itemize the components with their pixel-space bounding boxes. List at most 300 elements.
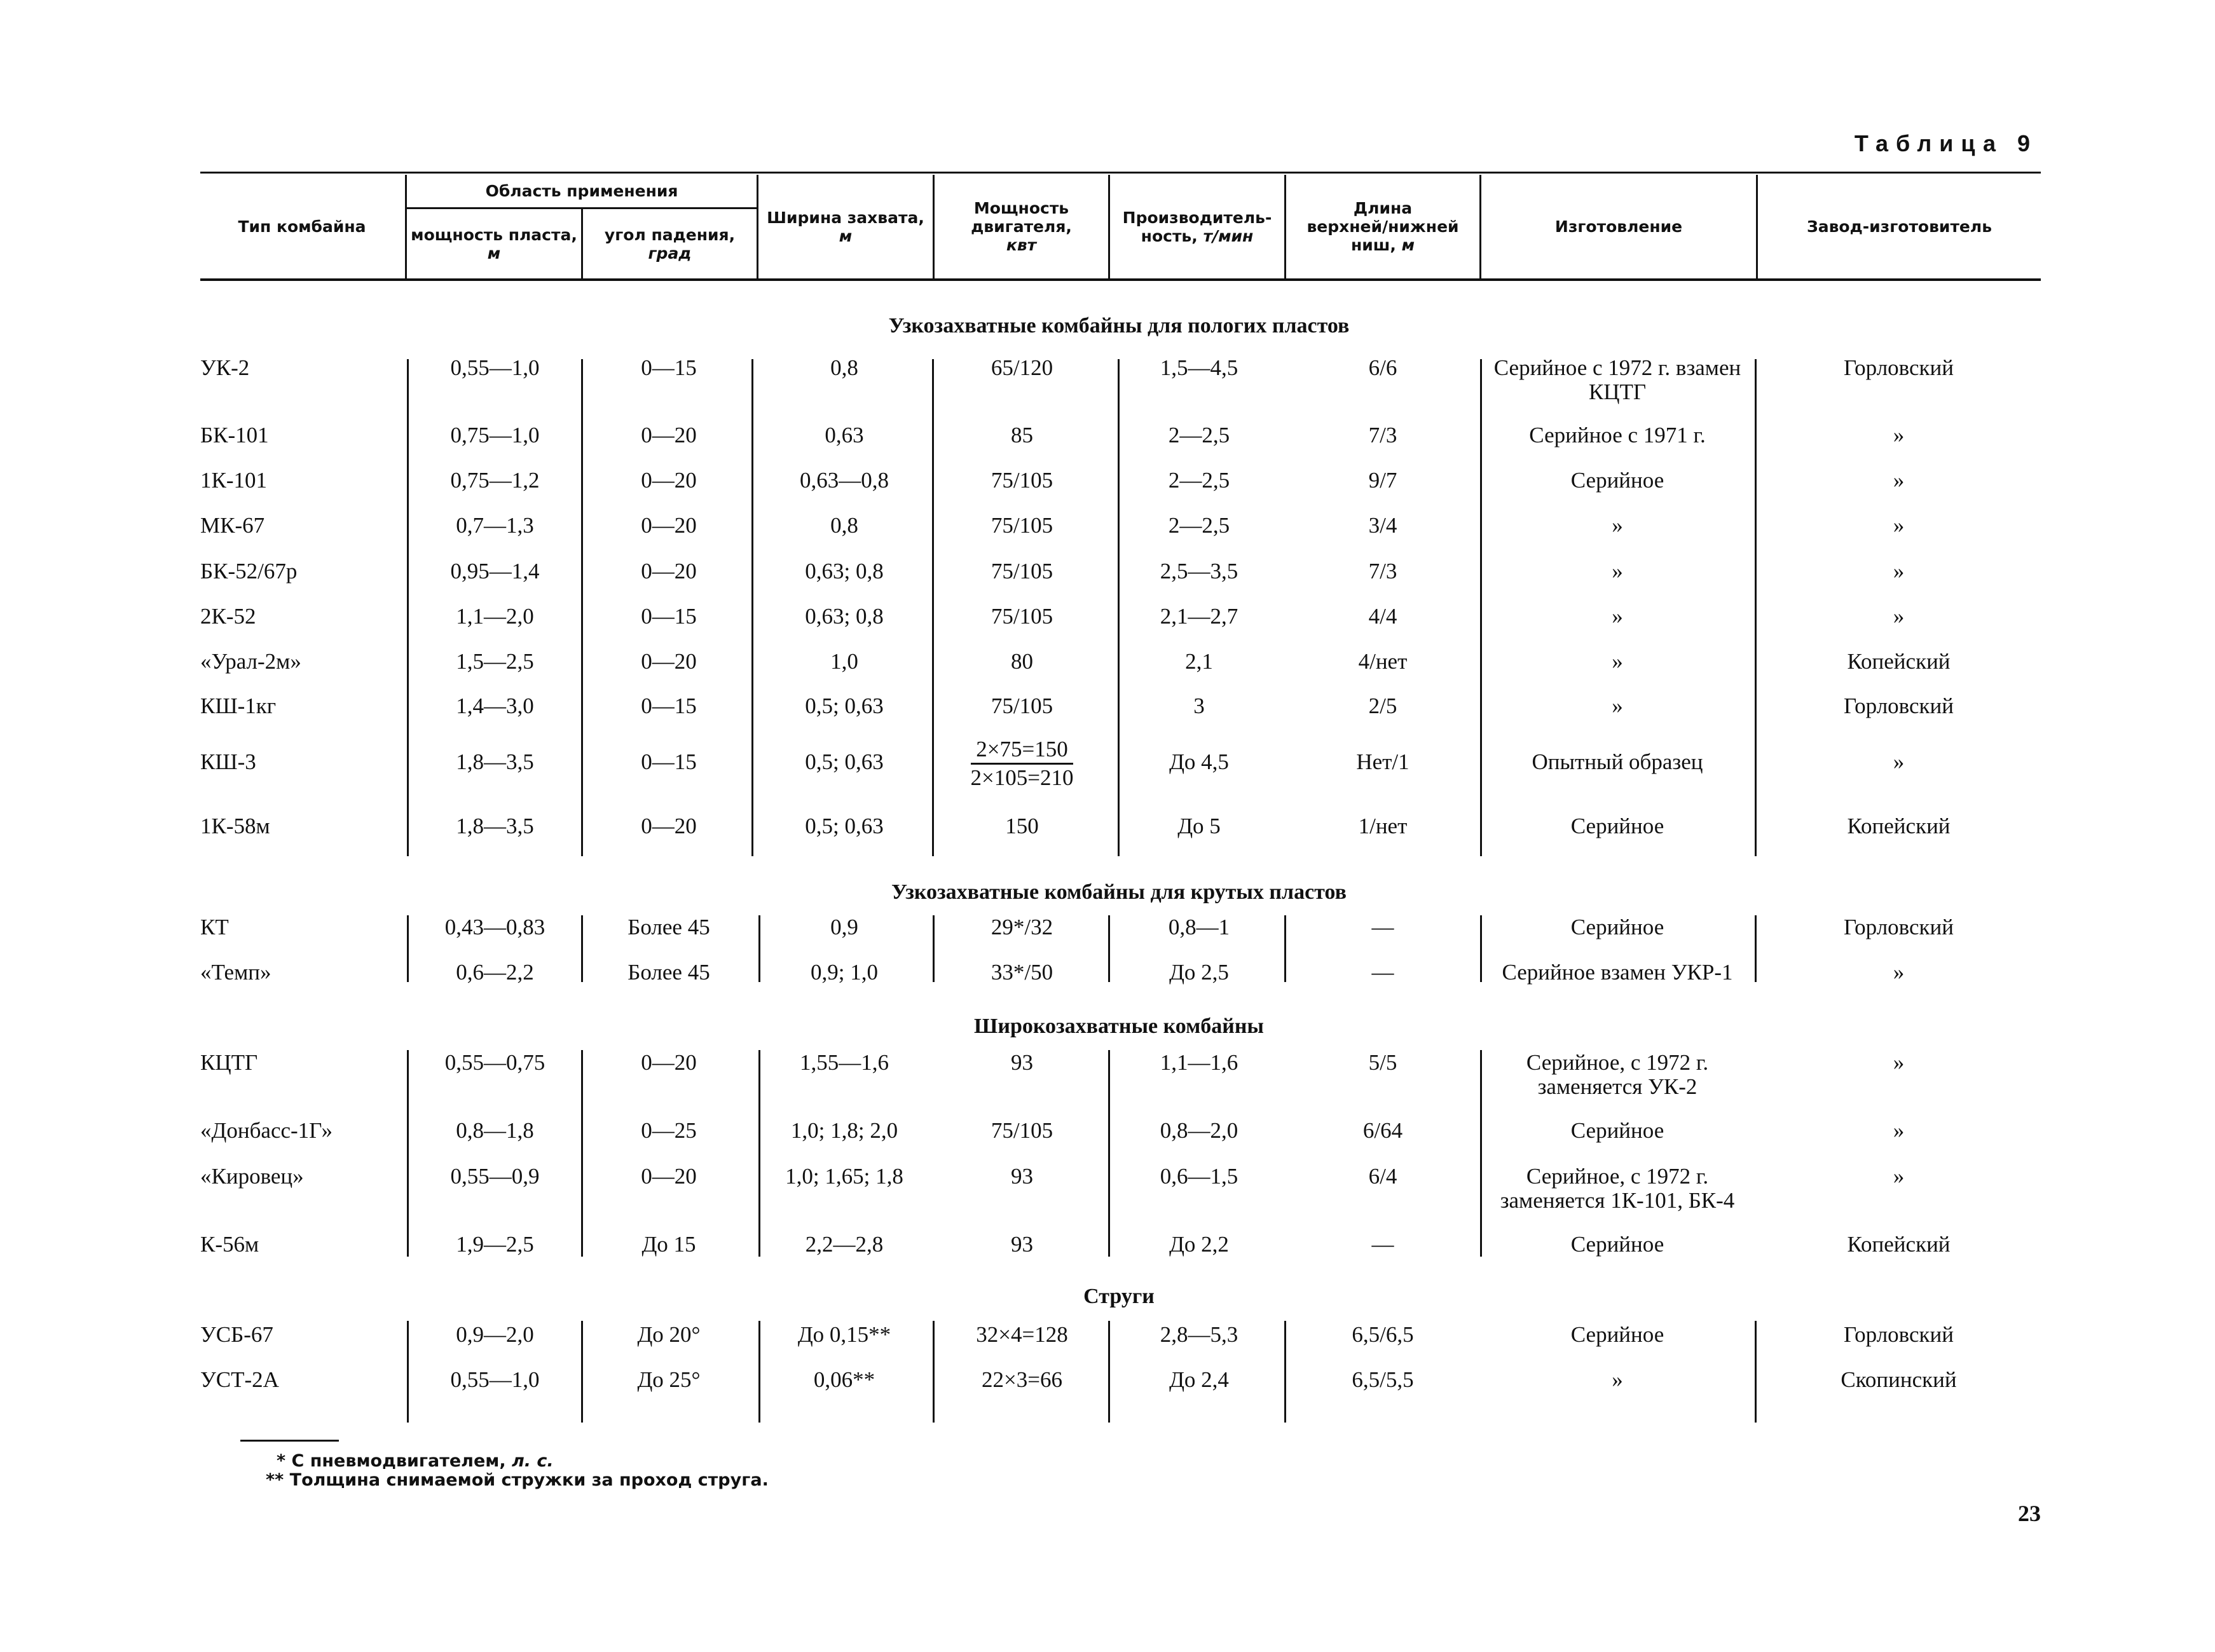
cell-thickness-text: 0,6—2,2 — [456, 960, 534, 985]
cell-plant — [1757, 915, 2041, 939]
cell-width-text: 1,55—1,6 — [800, 1050, 889, 1075]
cell-productivity-text: 2—2,5 — [1168, 423, 1230, 447]
cell-production — [1482, 514, 1753, 538]
cell-angle — [583, 915, 755, 939]
header-type-text: Тип комбайна — [238, 217, 366, 236]
cell-type-text: МК-67 — [200, 513, 265, 538]
header-productivity-unit: т/мин — [1203, 226, 1254, 245]
column-separator — [1284, 1321, 1286, 1423]
cell-plant-text: Копейский — [1847, 1232, 1951, 1257]
cell-productivity-text: 0,8—2,0 — [1160, 1118, 1238, 1143]
header-bottom-rule — [200, 278, 2041, 281]
power-fraction-numerator: 2×75=150 — [971, 737, 1073, 765]
cell-niche — [1287, 814, 1478, 838]
cell-width-text: 0,63 — [825, 423, 864, 447]
cell-power — [934, 915, 1110, 939]
cell-power-text: 75/105 — [991, 559, 1053, 584]
cell-width-text: До 0,15** — [797, 1322, 891, 1347]
cell-niche-text: Нет/1 — [1356, 749, 1409, 774]
cell-niche — [1287, 650, 1478, 674]
cell-power — [934, 814, 1110, 838]
cell-width — [758, 1323, 931, 1347]
cell-width-text: 0,5; 0,63 — [805, 814, 884, 838]
cell-production — [1482, 1164, 1753, 1213]
cell-production — [1482, 423, 1753, 447]
cell-plant-text: Копейский — [1847, 649, 1951, 674]
cell-niche-text: 7/3 — [1368, 423, 1397, 447]
header-niche-line3: ниш, — [1351, 236, 1396, 254]
cell-thickness-text: 0,55—1,0 — [450, 1367, 540, 1392]
cell-production — [1482, 1051, 1753, 1099]
cell-angle-text: 0—20 — [641, 1164, 697, 1189]
cell-power — [934, 694, 1110, 718]
cell-production — [1482, 468, 1753, 493]
cell-width — [758, 423, 931, 447]
cell-power — [934, 1232, 1110, 1257]
header-dip-angle — [583, 210, 757, 278]
cell-production — [1482, 559, 1753, 584]
cell-width-text: 1,0; 1,65; 1,8 — [785, 1164, 903, 1189]
cell-type — [200, 1232, 404, 1257]
header-dip-angle-unit: град — [648, 244, 692, 263]
cell-power — [934, 737, 1110, 790]
cell-angle-text: До 20° — [637, 1322, 701, 1347]
cell-angle — [583, 1232, 755, 1257]
column-separator — [407, 1050, 409, 1257]
cell-thickness — [409, 356, 581, 380]
cell-angle — [583, 1119, 755, 1143]
cell-width-text: 0,8 — [830, 513, 858, 538]
cell-angle-text: До 25° — [637, 1367, 701, 1392]
header-productivity-line2: ность, — [1141, 226, 1198, 245]
cell-width — [758, 514, 931, 538]
cell-type-text: 2К-52 — [200, 604, 256, 629]
cell-niche — [1287, 915, 1478, 939]
cell-angle — [583, 1164, 755, 1189]
cell-plant-text: » — [1893, 749, 1905, 774]
cell-niche — [1287, 1323, 1478, 1347]
cell-type-text: УСБ-67 — [200, 1322, 273, 1347]
cell-angle — [583, 1323, 755, 1347]
cell-angle-text: 0—20 — [641, 559, 697, 584]
header-cut-width-unit: м — [839, 226, 853, 245]
cell-productivity — [1114, 960, 1284, 985]
cell-type — [200, 514, 404, 538]
cell-production-text: » — [1612, 693, 1623, 718]
cell-thickness-text: 1,1—2,0 — [456, 604, 534, 629]
column-separator — [758, 1050, 760, 1257]
header-plant — [1758, 175, 2041, 278]
cell-width — [758, 468, 931, 493]
cell-niche — [1287, 604, 1478, 629]
cell-thickness — [409, 559, 581, 584]
cell-width-text: 0,5; 0,63 — [805, 749, 884, 774]
cell-plant — [1757, 694, 2041, 718]
cell-productivity-text: До 2,2 — [1169, 1232, 1229, 1257]
cell-type — [200, 1051, 404, 1075]
cell-width — [758, 960, 931, 985]
footnote-2-text: Толщина снимаемой стружки за проход струга. — [289, 1470, 769, 1490]
cell-angle-text: 0—15 — [641, 604, 697, 629]
cell-thickness — [409, 1232, 581, 1257]
cell-niche — [1287, 356, 1478, 380]
cell-thickness — [409, 694, 581, 718]
cell-power — [934, 423, 1110, 447]
cell-power — [934, 356, 1110, 380]
cell-power-text: 33*/50 — [991, 960, 1053, 985]
cell-thickness — [409, 1164, 581, 1189]
cell-angle — [583, 694, 755, 718]
cell-width — [758, 694, 931, 718]
cell-thickness-text: 1,8—3,5 — [456, 749, 534, 774]
cell-thickness-text: 0,9—2,0 — [456, 1322, 534, 1347]
cell-thickness-text: 0,55—0,9 — [450, 1164, 540, 1189]
header-seam-thickness-text: мощность пласта, — [411, 226, 577, 244]
cell-power-text: 75/105 — [991, 604, 1053, 629]
cell-power-text: 80 — [1011, 649, 1033, 674]
cell-niche — [1287, 750, 1478, 774]
cell-angle — [583, 356, 755, 380]
cell-width — [758, 915, 931, 939]
cell-productivity — [1114, 1119, 1284, 1143]
cell-power — [934, 559, 1110, 584]
cell-plant — [1757, 604, 2041, 629]
cell-angle-text: 0—20 — [641, 1050, 697, 1075]
cell-production-text: Серийное — [1570, 468, 1664, 493]
header-motor-power-unit: квт — [1006, 236, 1037, 254]
cell-thickness-text: 1,8—3,5 — [456, 814, 534, 838]
cell-productivity — [1114, 514, 1284, 538]
cell-plant-text: » — [1893, 559, 1905, 584]
cell-thickness — [409, 960, 581, 985]
cell-production-text: Серийное — [1570, 1118, 1664, 1143]
header-cut-width — [758, 175, 933, 278]
column-separator — [1108, 1050, 1110, 1257]
cell-niche-text: 6/4 — [1368, 1164, 1397, 1189]
cell-niche-text: 5/5 — [1368, 1050, 1397, 1075]
cell-production-text: Серийное — [1570, 814, 1664, 838]
cell-type-text: «Кировец» — [200, 1164, 304, 1189]
cell-niche-text: 6/64 — [1362, 1118, 1403, 1143]
header-plant-text: Завод-изготовитель — [1806, 217, 1992, 236]
header-area-group-text: Область применения — [485, 181, 678, 200]
header-niche-line2: верхней/нижней — [1306, 217, 1459, 236]
cell-production — [1482, 1368, 1753, 1392]
header-dip-angle-text: угол падения, — [604, 226, 736, 244]
header-seam-thickness — [407, 210, 581, 278]
cell-angle — [583, 468, 755, 493]
cell-production — [1482, 356, 1753, 404]
cell-production-text: Серийное — [1570, 1232, 1664, 1257]
cell-production-text: Серийное, с 1972 г. заменяется УК-2 — [1526, 1050, 1709, 1099]
cell-production-text: Серийное взамен УКР-1 — [1502, 960, 1733, 985]
cell-type-text: 1К-101 — [200, 468, 267, 493]
cell-thickness — [409, 915, 581, 939]
cell-power — [934, 1164, 1110, 1189]
power-fraction-denominator: 2×105=210 — [970, 765, 1074, 790]
cell-width — [758, 1368, 931, 1392]
cell-type — [200, 1323, 404, 1347]
cell-width-text: 2,2—2,8 — [805, 1232, 884, 1257]
cell-plant-text: Горловский — [1844, 693, 1954, 718]
cell-production-text: Серийное — [1570, 1322, 1664, 1347]
cell-width — [758, 650, 931, 674]
cell-width — [758, 1164, 931, 1189]
column-separator — [581, 1050, 583, 1257]
cell-type-text: УК-2 — [200, 355, 250, 380]
cell-angle — [583, 604, 755, 629]
footnote-2 — [266, 1470, 769, 1490]
cell-productivity-text: До 5 — [1177, 814, 1221, 838]
cell-production-text: » — [1612, 1367, 1623, 1392]
header-production-text: Изготовление — [1554, 217, 1683, 236]
cell-type-text: КШ-1кг — [200, 693, 277, 718]
cell-production-text: Серийное, с 1972 г. заменяется 1К-101, БК-4 — [1500, 1164, 1735, 1213]
cell-niche — [1287, 559, 1478, 584]
cell-type-text: БК-101 — [200, 423, 269, 447]
cell-power-text: 29*/32 — [991, 915, 1053, 939]
cell-width-text: 0,9; 1,0 — [811, 960, 878, 985]
cell-power — [934, 604, 1110, 629]
cell-plant — [1757, 960, 2041, 985]
cell-type-text: УСТ-2А — [200, 1367, 279, 1392]
cell-power — [934, 1119, 1110, 1143]
cell-plant-text: » — [1893, 1050, 1905, 1075]
cell-productivity — [1114, 604, 1284, 629]
cell-power — [934, 650, 1110, 674]
cell-thickness-text: 0,95—1,4 — [450, 559, 540, 584]
cell-angle-text: 0—20 — [641, 814, 697, 838]
cell-thickness-text: 0,43—0,83 — [444, 915, 545, 939]
cell-plant — [1757, 356, 2041, 380]
footnote-2-mark: ** — [266, 1470, 284, 1490]
header-production — [1481, 175, 1756, 278]
cell-production — [1482, 650, 1753, 674]
cell-niche — [1287, 1051, 1478, 1075]
cell-type-text: «Донбасс-1Г» — [200, 1118, 333, 1143]
cell-production — [1482, 604, 1753, 629]
cell-angle-text: 0—20 — [641, 468, 697, 493]
cell-angle-text: 0—15 — [641, 693, 697, 718]
cell-angle-text: 0—20 — [641, 649, 697, 674]
cell-plant — [1757, 1051, 2041, 1075]
cell-production — [1482, 694, 1753, 718]
cell-angle-text: Более 45 — [627, 960, 710, 985]
cell-thickness-text: 0,8—1,8 — [456, 1118, 534, 1143]
cell-production — [1482, 915, 1753, 939]
cell-production-text: Серийное с 1971 г. — [1529, 423, 1706, 447]
cell-productivity-text: 0,8—1 — [1168, 915, 1230, 939]
cell-productivity-text: 2—2,5 — [1168, 468, 1230, 493]
cell-type — [200, 694, 404, 718]
footnote-rule — [240, 1440, 339, 1442]
cell-width — [758, 750, 931, 774]
cell-type-text: КШ-3 — [200, 749, 256, 774]
cell-angle-text: 0—20 — [641, 423, 697, 447]
cell-type — [200, 423, 404, 447]
cell-niche-text: 7/3 — [1368, 559, 1397, 584]
header-motor-power-line2: двигателя, — [971, 217, 1072, 236]
cell-plant — [1757, 1119, 2041, 1143]
cell-type — [200, 915, 404, 939]
cell-thickness-text: 1,9—2,5 — [456, 1232, 534, 1257]
cell-type — [200, 356, 404, 380]
cell-plant — [1757, 814, 2041, 838]
cell-type — [200, 604, 404, 629]
cell-type-text: 1К-58м — [200, 814, 270, 838]
cell-power-text: 75/105 — [991, 693, 1053, 718]
cell-angle — [583, 650, 755, 674]
cell-niche-text: 6/6 — [1368, 355, 1397, 380]
cell-niche — [1287, 1164, 1478, 1189]
cell-width-text: 1,0; 1,8; 2,0 — [790, 1118, 898, 1143]
cell-productivity-text: 2—2,5 — [1168, 513, 1230, 538]
cell-type-text: «Темп» — [200, 960, 271, 985]
power-fraction — [971, 737, 1074, 790]
cell-thickness-text: 0,55—1,0 — [450, 355, 540, 380]
cell-type-text: КЦТГ — [200, 1050, 258, 1075]
cell-plant-text: Горловский — [1844, 1322, 1954, 1347]
header-cut-width-text: Ширина захвата, — [767, 208, 924, 227]
cell-angle-text: 0—15 — [641, 749, 697, 774]
cell-productivity-text: До 2,4 — [1169, 1367, 1229, 1392]
cell-power-text: 22×3=66 — [982, 1367, 1062, 1392]
cell-productivity-text: 3 — [1193, 693, 1205, 718]
cell-production-text: » — [1612, 604, 1623, 629]
cell-type — [200, 960, 404, 985]
cell-productivity — [1114, 650, 1284, 674]
cell-production-text: » — [1612, 513, 1623, 538]
cell-angle — [583, 750, 755, 774]
cell-production — [1482, 1323, 1753, 1347]
cell-niche-text: — — [1371, 1232, 1394, 1257]
cell-productivity — [1114, 559, 1284, 584]
cell-power-text: 85 — [1011, 423, 1033, 447]
cell-plant — [1757, 514, 2041, 538]
cell-type — [200, 468, 404, 493]
cell-width — [758, 1119, 931, 1143]
cell-angle-text: 0—25 — [641, 1118, 697, 1143]
cell-angle — [583, 1051, 755, 1075]
cell-width-text: 0,5; 0,63 — [805, 693, 884, 718]
cell-thickness-text: 0,55—0,75 — [444, 1050, 545, 1075]
cell-plant-text: Скопинский — [1841, 1367, 1957, 1392]
cell-plant — [1757, 1164, 2041, 1189]
cell-niche-text: 4/нет — [1358, 649, 1408, 674]
cell-thickness — [409, 750, 581, 774]
cell-niche — [1287, 514, 1478, 538]
cell-thickness — [409, 1323, 581, 1347]
cell-productivity-text: До 4,5 — [1169, 749, 1229, 774]
cell-production-text: » — [1612, 649, 1623, 674]
cell-power — [934, 1323, 1110, 1347]
cell-productivity-text: 0,6—1,5 — [1160, 1164, 1238, 1189]
cell-width-text: 0,06** — [813, 1367, 875, 1392]
cell-thickness-text: 0,75—1,2 — [450, 468, 540, 493]
column-separator — [1284, 915, 1286, 982]
cell-plant-text: Копейский — [1847, 814, 1951, 838]
cell-angle-text: Более 45 — [627, 915, 710, 939]
cell-angle-text: 0—20 — [641, 513, 697, 538]
cell-angle — [583, 1368, 755, 1392]
cell-production-text: Опытный образец — [1532, 749, 1703, 774]
cell-thickness-text: 1,4—3,0 — [456, 693, 534, 718]
cell-niche-text: 3/4 — [1368, 513, 1397, 538]
cell-production — [1482, 960, 1753, 985]
header-motor-power-line1: Мощность — [973, 199, 1069, 217]
cell-type — [200, 750, 404, 774]
cell-productivity — [1114, 1323, 1284, 1347]
cell-type-text: КТ — [200, 915, 229, 939]
cell-power-text: 93 — [1011, 1164, 1033, 1189]
cell-production — [1482, 1119, 1753, 1143]
cell-niche — [1287, 960, 1478, 985]
cell-productivity — [1114, 468, 1284, 493]
footnote-1-text: С пневмодвигателем, — [291, 1451, 506, 1471]
cell-thickness — [409, 423, 581, 447]
cell-productivity-text: 1,5—4,5 — [1160, 355, 1238, 380]
cell-niche-text: 6,5/5,5 — [1352, 1367, 1414, 1392]
cell-plant-text: Горловский — [1844, 915, 1954, 939]
cell-angle-text: До 15 — [641, 1232, 696, 1257]
header-type — [200, 175, 404, 278]
cell-power-text: 32×4=128 — [976, 1322, 1068, 1347]
cell-plant-text: » — [1893, 604, 1905, 629]
cell-productivity-text: 2,1 — [1185, 649, 1213, 674]
cell-productivity — [1114, 1051, 1284, 1075]
header-niche-unit: м — [1401, 236, 1415, 254]
cell-width — [758, 356, 931, 380]
cell-productivity — [1114, 814, 1284, 838]
cell-productivity — [1114, 1368, 1284, 1392]
cell-niche — [1287, 1232, 1478, 1257]
cell-niche — [1287, 1368, 1478, 1392]
cell-width — [758, 814, 931, 838]
cell-productivity — [1114, 423, 1284, 447]
cell-thickness — [409, 1051, 581, 1075]
cell-plant-text: Горловский — [1844, 355, 1954, 380]
cell-thickness — [409, 604, 581, 629]
header-productivity-line1: Производитель- — [1122, 208, 1272, 227]
cell-plant — [1757, 1232, 2041, 1257]
cell-production-text: Серийное с 1972 г. взамен КЦТГ — [1493, 355, 1741, 404]
footnote-1 — [277, 1451, 554, 1471]
cell-niche — [1287, 468, 1478, 493]
cell-productivity — [1114, 356, 1284, 380]
cell-plant — [1757, 559, 2041, 584]
page-number: 23 — [2018, 1501, 2041, 1526]
cell-type — [200, 814, 404, 838]
cell-thickness — [409, 1368, 581, 1392]
cell-thickness-text: 1,5—2,5 — [456, 649, 534, 674]
cell-angle — [583, 960, 755, 985]
cell-plant-text: » — [1893, 468, 1905, 493]
cell-production-text: Серийное — [1570, 915, 1664, 939]
cell-type-text: «Урал-2м» — [200, 649, 301, 674]
cell-niche — [1287, 423, 1478, 447]
cell-angle — [583, 423, 755, 447]
cell-plant — [1757, 650, 2041, 674]
cell-power-text: 150 — [1005, 814, 1039, 838]
header-niche-length — [1286, 175, 1479, 278]
cell-power-text: 65/120 — [991, 355, 1053, 380]
cell-plant — [1757, 468, 2041, 493]
cell-power-text: 93 — [1011, 1232, 1033, 1257]
cell-thickness — [409, 1119, 581, 1143]
cell-plant-text: » — [1893, 423, 1905, 447]
cell-thickness — [409, 468, 581, 493]
cell-power-text: 75/105 — [991, 1118, 1053, 1143]
